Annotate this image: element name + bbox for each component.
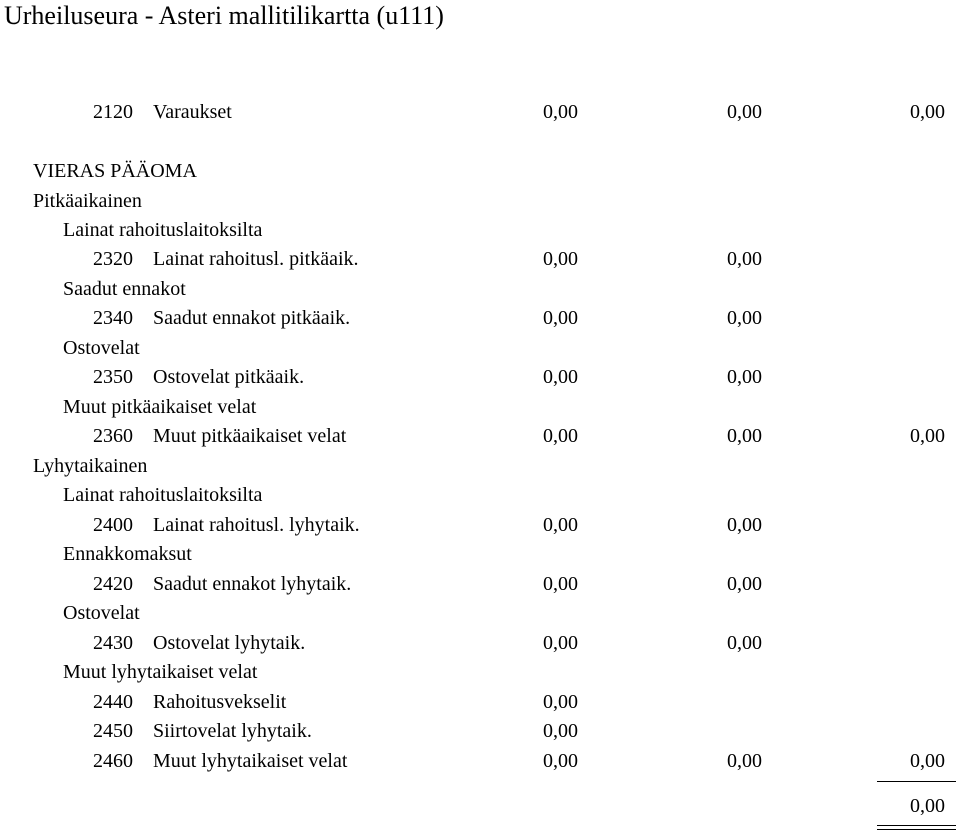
account-code: 2340 <box>93 307 133 329</box>
section-heading-row <box>0 394 960 420</box>
total-row <box>0 793 960 819</box>
account-code: 2420 <box>93 573 133 595</box>
section-heading-row <box>0 188 960 214</box>
section-heading: Muut lyhytaikaiset velat <box>63 661 258 683</box>
total-rule-double-1 <box>877 825 956 826</box>
section-heading-row <box>0 453 960 479</box>
amount-col-2: 0,00 <box>727 573 762 595</box>
section-heading: Muut pitkäaikaiset velat <box>63 396 257 418</box>
section-heading-row <box>0 482 960 508</box>
amount-col-1: 0,00 <box>543 101 578 123</box>
amount-col-1: 0,00 <box>543 307 578 329</box>
amount-col-2: 0,00 <box>727 248 762 270</box>
amount-col-2: 0,00 <box>727 425 762 447</box>
section-heading-row <box>0 217 960 243</box>
section-heading: Ennakkomaksut <box>63 543 192 565</box>
account-name: Muut lyhytaikaiset velat <box>153 750 348 772</box>
amount-col-1: 0,00 <box>543 425 578 447</box>
amount-col-1: 0,00 <box>543 750 578 772</box>
amount-col-3: 0,00 <box>910 101 945 123</box>
account-name: Saadut ennakot lyhytaik. <box>153 573 352 595</box>
amount-col-1: 0,00 <box>543 514 578 536</box>
account-row <box>0 512 960 538</box>
account-name: Ostovelat pitkäaik. <box>153 366 305 388</box>
account-row <box>0 423 960 449</box>
account-row <box>0 246 960 272</box>
account-name: Varaukset <box>153 101 232 123</box>
account-code: 2440 <box>93 691 133 713</box>
account-row <box>0 571 960 597</box>
section-heading-row <box>0 335 960 361</box>
account-code: 2360 <box>93 425 133 447</box>
amount-col-1: 0,00 <box>543 720 578 742</box>
section-heading: Pitkäaikainen <box>33 190 142 212</box>
account-row <box>0 99 960 125</box>
account-name: Ostovelat lyhytaik. <box>153 632 306 654</box>
account-row <box>0 718 960 744</box>
amount-col-2: 0,00 <box>727 632 762 654</box>
section-heading: Lainat rahoituslaitoksilta <box>63 484 263 506</box>
account-row <box>0 305 960 331</box>
section-heading-row <box>0 659 960 685</box>
account-code: 2320 <box>93 248 133 270</box>
account-name: Siirtovelat lyhytaik. <box>153 720 312 742</box>
account-name: Lainat rahoitusl. lyhytaik. <box>153 514 360 536</box>
account-code: 2460 <box>93 750 133 772</box>
page-title: Urheiluseura - Asteri mallitilikartta (u111) <box>4 1 444 30</box>
amount-col-2: 0,00 <box>727 750 762 772</box>
amount-col-1: 0,00 <box>543 691 578 713</box>
section-heading: Ostovelat <box>63 337 140 359</box>
amount-col-2: 0,00 <box>727 366 762 388</box>
total-rule-top <box>877 781 956 782</box>
amount-col-3: 0,00 <box>910 750 945 772</box>
section-heading: Lyhytaikainen <box>33 455 148 477</box>
amount-col-2: 0,00 <box>727 307 762 329</box>
account-row <box>0 748 960 774</box>
amount-col-1: 0,00 <box>543 366 578 388</box>
amount-col-1: 0,00 <box>543 632 578 654</box>
section-heading: Saadut ennakot <box>63 278 186 300</box>
amount-col-1: 0,00 <box>543 248 578 270</box>
amount-col-2: 0,00 <box>727 101 762 123</box>
account-name: Rahoitusvekselit <box>153 691 287 713</box>
account-row <box>0 364 960 390</box>
account-row <box>0 689 960 715</box>
total-rule-double-2 <box>877 829 956 830</box>
account-code: 2350 <box>93 366 133 388</box>
total-amount: 0,00 <box>910 795 945 817</box>
section-heading: Ostovelat <box>63 602 140 624</box>
account-name: Lainat rahoitusl. pitkäaik. <box>153 248 359 270</box>
account-name: Saadut ennakot pitkäaik. <box>153 307 351 329</box>
section-heading-row <box>0 276 960 302</box>
section-heading-row <box>0 600 960 626</box>
section-heading: Lainat rahoituslaitoksilta <box>63 219 263 241</box>
account-code: 2400 <box>93 514 133 536</box>
account-code: 2450 <box>93 720 133 742</box>
section-heading: VIERAS PÄÄOMA <box>33 160 197 182</box>
amount-col-2: 0,00 <box>727 514 762 536</box>
section-heading-row <box>0 158 960 184</box>
section-heading-row <box>0 541 960 567</box>
account-code: 2430 <box>93 632 133 654</box>
amount-col-1: 0,00 <box>543 573 578 595</box>
account-code: 2120 <box>93 101 133 123</box>
amount-col-3: 0,00 <box>910 425 945 447</box>
account-row <box>0 630 960 656</box>
account-name: Muut pitkäaikaiset velat <box>153 425 347 447</box>
